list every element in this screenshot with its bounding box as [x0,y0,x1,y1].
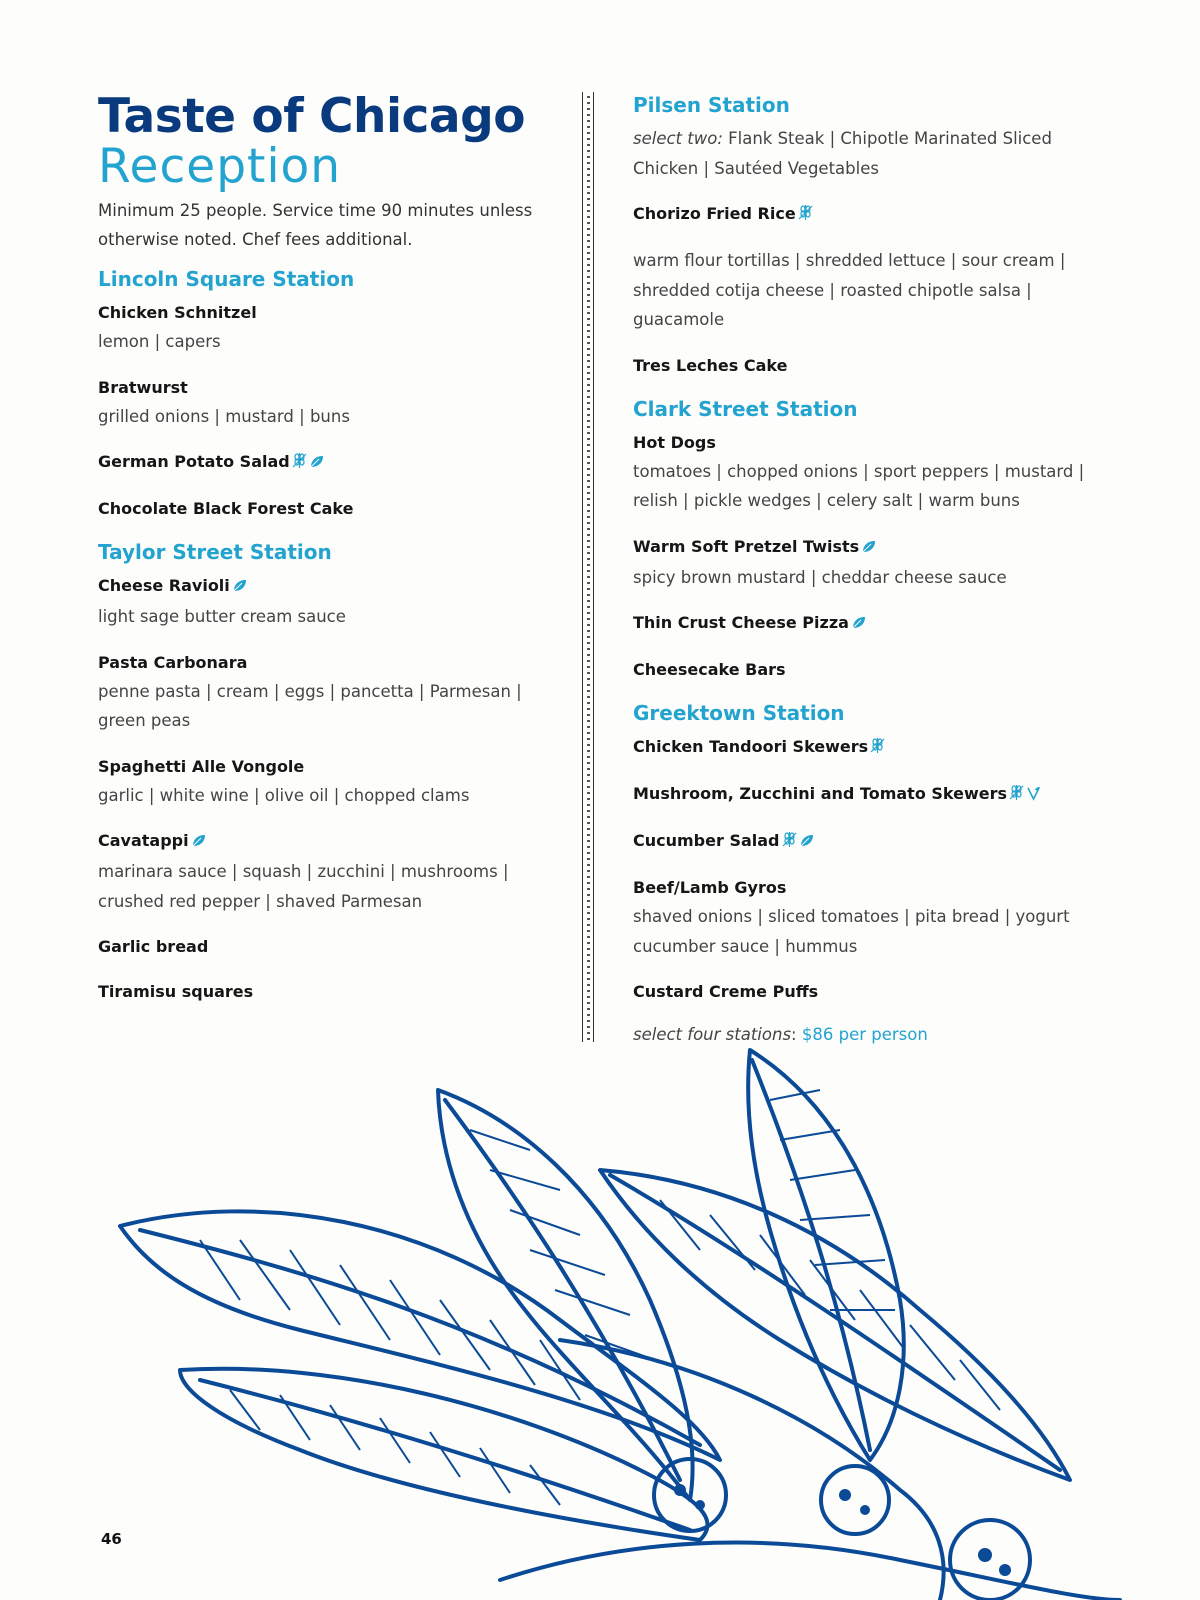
right-stations [633,396,1103,1007]
menu-item-name-text: Hot Dogs [633,432,716,452]
station-lincoln-square-station [98,266,558,523]
station-clark-street-station [633,396,1103,685]
menu-item-name-text: Mushroom, Zucchini and Tomato Skewers [633,784,1008,803]
menu-item-description: light sage butter cream sauce [98,607,346,626]
gluten-free-icon [1009,781,1024,810]
menu-item [98,826,558,916]
menu-item-description: grilled onions | mustard | buns [98,406,350,426]
menu-item [98,298,558,357]
menu-item-description: shaved onions | sliced tomatoes | pita bread | yogurt cucumber sauce | hummus [633,907,1070,956]
vegetarian-leaf-icon [851,610,866,639]
menu-item-name-text: German Potato Salad [98,452,290,471]
station-title: Lincoln Square Station [98,267,355,291]
menu-item-name [633,428,1103,457]
menu-item [633,977,1103,1006]
station-title: Clark Street Station [633,396,858,421]
station-title: Pilsen Station [633,93,790,117]
menu-item [98,932,558,961]
menu-item [98,648,558,736]
menu-item [633,351,1103,380]
menu-item-name [633,826,1103,857]
menu-item-description: lemon | capers [98,332,221,351]
menu-item-name [98,648,558,677]
menu-item-name-text: Bratwurst [98,377,188,397]
menu-item-name-text: Spaghetti Alle Vongole [98,756,305,776]
menu-item-name-text: Chocolate Black Forest Cake [98,499,354,518]
gluten-free-icon [870,734,885,763]
menu-item-name-text: Tiramisu squares [98,982,254,1001]
menu-item [98,447,558,478]
menu-item-name [633,199,1103,230]
vegetarian-leaf-icon [191,828,206,857]
menu-item [633,732,1103,763]
gluten-free-icon [798,201,813,230]
menu-item-name-text: Tres Leches Cake [633,355,788,375]
menu-item-name [98,932,558,961]
menu-item-name [633,779,1103,810]
menu-item-name-text: Chicken Schnitzel [98,303,257,322]
menu-item [98,494,558,523]
select-two-options: Flank Steak | Chipotle Marinated Sliced Chicken | Sautéed Vegetables [633,129,1052,178]
left-stations [98,266,558,1006]
menu-item-description: penne pasta | cream | eggs | pancetta | Parmesan | green peas [98,681,522,730]
menu-item-description: tomatoes | chopped onions | sport peppers | mustard | relish | pickle wedges | celery salt | warm buns [633,461,1085,510]
menu-item-name-text: Cheese Ravioli [98,576,230,595]
menu-item [633,199,1103,230]
vegetarian-leaf-icon [799,828,814,857]
station-title: Taylor Street Station [98,540,332,564]
menu-item-name-text: Beef/Lamb Gyros [633,878,787,897]
pricing-value: $86 per person [801,1025,928,1044]
page-subtitle: Reception [98,139,342,194]
menu-item-name [98,826,558,857]
menu-item-description: spicy brown mustard | cheddar cheese sauce [633,567,1007,587]
right-column [633,92,1103,1050]
pricing-label: select four stations [633,1025,792,1044]
menu-item [98,571,558,632]
station-title: Greektown Station [633,701,845,725]
menu-item-name-text: Pasta Carbonara [98,652,248,672]
menu-item-name [98,752,558,781]
gluten-free-icon [782,828,797,857]
vegetarian-leaf-icon [309,449,324,478]
page-title: Taste of Chicago [98,89,526,144]
menu-item [633,608,1103,639]
menu-item-description: marinara sauce | squash | zucchini | mushrooms | crushed red pepper | shaved Parmesan [98,862,509,911]
menu-item-name [633,873,1103,902]
menu-item [633,826,1103,857]
menu-item [633,779,1103,810]
menu-item-name [633,608,1103,639]
menu-item [633,532,1103,593]
menu-item [633,428,1103,516]
select-two-line [633,124,1103,183]
gluten-free-icon [292,449,307,478]
menu-item-description: warm flour tortillas | shredded lettuce | sour cream | shredded cotija cheese | roasted chipotle salsa | guacamole [633,251,1066,329]
menu-item-name-text: Cavatappi [98,831,189,850]
menu-item-name-text: Warm Soft Pretzel Twists [633,536,860,556]
select-two-label: select two: [633,129,723,148]
menu-item-name [633,655,1103,684]
menu-item [98,373,558,432]
menu-item-name-text: Chorizo Fried Rice [633,204,796,223]
station-taylor-street-station [98,539,558,1006]
menu-item-name [98,373,558,402]
menu-item-description: garlic | white wine | olive oil | chopped clams [98,785,470,805]
intro-text: Minimum 25 people. Service time 90 minutes unless otherwise noted. Chef fees additional. [98,201,533,249]
menu-item [633,655,1103,684]
menu-item [633,246,1103,335]
station-pilsen [633,92,1103,380]
station-greektown-station [633,700,1103,1006]
menu-item-name [98,571,558,602]
vegetarian-leaf-icon [861,534,876,563]
menu-item-name [98,977,558,1006]
menu-item-name-text: Garlic bread [98,937,209,956]
menu-item-name-text: Cheesecake Bars [633,660,786,679]
menu-item-name [633,732,1103,763]
menu-item-name [98,298,558,327]
menu-item [633,873,1103,961]
menu-item-name [633,977,1103,1006]
menu-item [98,752,558,811]
menu-item-name-text: Custard Creme Puffs [633,982,819,1001]
vegetarian-leaf-icon [232,573,247,602]
menu-item-name-text: Thin Crust Cheese Pizza [633,613,849,632]
menu-item-name-text: Chicken Tandoori Skewers [633,737,869,756]
page-number: 46 [101,1530,122,1548]
vegan-icon [1026,781,1041,810]
menu-item-name [633,351,1103,380]
pilsen-items [633,199,1103,380]
left-column [98,90,558,1022]
menu-item [98,977,558,1006]
menu-item-name [98,494,558,523]
menu-item-name-text: Cucumber Salad [633,831,780,850]
column-divider [582,92,594,1042]
pricing-colon: : [791,1025,802,1044]
bay-leaves-illustration-icon [0,1040,1200,1600]
menu-item-name [98,447,558,478]
menu-item-name [633,532,1103,563]
